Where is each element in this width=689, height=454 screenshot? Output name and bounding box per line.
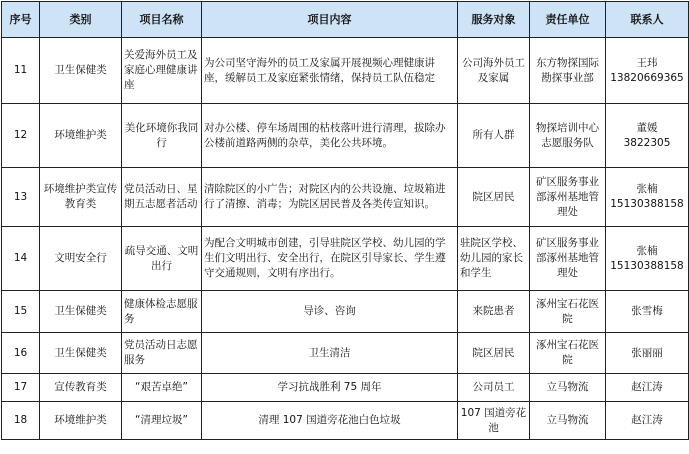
- header-service-target: 服务对象: [458, 2, 530, 38]
- row-category: 卫生保健类: [40, 38, 122, 104]
- contact-phone: 13820669365: [610, 71, 684, 84]
- row-service-target: 来院患者: [458, 291, 530, 333]
- row-responsible-unit: 涿州宝石花医院: [530, 291, 606, 333]
- row-responsible-unit: 立马物流: [530, 374, 606, 402]
- contact-name: 王玮: [636, 56, 658, 69]
- row-project-content: 清除院区的小广告；对院区内的公共设施、垃圾箱进行了清擦、消毒；为院区居民普及各类传宣知识。: [202, 168, 458, 227]
- row-no: 16: [2, 333, 40, 374]
- row-project-name: 关爱海外员工及家庭心理健康讲座: [122, 38, 202, 104]
- table-row: [2, 291, 689, 333]
- row-contact: [606, 38, 689, 104]
- row-project-content: 导诊、咨询: [202, 291, 458, 333]
- header-project-name: 项目名称: [122, 2, 202, 38]
- row-category: 卫生保健类: [40, 333, 122, 374]
- row-no: 18: [2, 402, 40, 440]
- row-category: 文明安全行: [40, 227, 122, 291]
- row-project-content: 为公司坚守海外的员工及家属开展视频心理健康讲座，缓解员工及家庭紧张情绪，保持员工队伍稳定: [202, 38, 458, 104]
- row-category: 卫生保健类: [40, 291, 122, 333]
- table-row: [2, 168, 689, 227]
- row-project-content: 对办公楼、停车场周围的枯枝落叶进行清理，拔除办公楼前道路两侧的杂草，美化公共环境。: [202, 104, 458, 168]
- row-contact: [606, 227, 689, 291]
- contact-phone: 3822305: [623, 136, 671, 149]
- table-row: [2, 402, 689, 440]
- row-project-name: 党员活动日志愿服务: [122, 333, 202, 374]
- row-project-content: 卫生清洁: [202, 333, 458, 374]
- row-project-content: 清理 107 国道旁花池白色垃圾: [202, 402, 458, 440]
- row-project-name: “清理垃圾”: [122, 402, 202, 440]
- table-header: [2, 2, 689, 38]
- row-project-name: “艰苦卓绝”: [122, 374, 202, 402]
- contact-name: 张楠: [636, 244, 658, 257]
- row-no: 15: [2, 291, 40, 333]
- contact-name: 张雪梅: [631, 305, 663, 317]
- row-category: 环境维护类: [40, 104, 122, 168]
- row-project-name: 美化环境你我同行: [122, 104, 202, 168]
- row-category: 环境维护类: [40, 402, 122, 440]
- header-no: 序号: [2, 2, 40, 38]
- row-project-content: 学习抗战胜利 75 周年: [202, 374, 458, 402]
- row-service-target: 驻院区学校、幼儿园的家长和学生: [458, 227, 530, 291]
- contact-name: 董媛: [636, 121, 658, 134]
- row-responsible-unit: 涿州宝石花医院: [530, 333, 606, 374]
- row-responsible-unit: 矿区服务事业部涿州基地管理处: [530, 168, 606, 227]
- row-project-content: 为配合文明城市创建，引导驻院区学校、幼儿园的学生们文明出行、安全出行，在院区引导家长、学生遵守交通规则，文明有序出行。: [202, 227, 458, 291]
- table-body: [2, 38, 689, 440]
- row-no: 13: [2, 168, 40, 227]
- row-contact: [606, 168, 689, 227]
- table-row: [2, 333, 689, 374]
- table-row: [2, 227, 689, 291]
- row-service-target: 院区居民: [458, 333, 530, 374]
- row-service-target: 所有人群: [458, 104, 530, 168]
- row-contact: [606, 333, 689, 374]
- header-responsible-unit: 责任单位: [530, 2, 606, 38]
- row-service-target: 107 国道旁花池: [458, 402, 530, 440]
- contact-phone: 15130388158: [610, 198, 684, 210]
- row-service-target: 公司海外员工及家属: [458, 38, 530, 104]
- row-no: 14: [2, 227, 40, 291]
- contact-name: 张楠: [636, 183, 658, 195]
- contact-name: 赵江涛: [631, 381, 663, 393]
- volunteer-project-sheet: [0, 1, 689, 454]
- row-category: 宣传教育类: [40, 374, 122, 402]
- volunteer-project-table: [1, 1, 689, 440]
- row-responsible-unit: 东方物探国际勘探事业部: [530, 38, 606, 104]
- header-category: 类别: [40, 2, 122, 38]
- row-category: 环境维护类宣传教育类: [40, 168, 122, 227]
- row-no: 11: [2, 38, 40, 104]
- row-responsible-unit: 立马物流: [530, 402, 606, 440]
- header-project-content: 项目内容: [202, 2, 458, 38]
- row-no: 12: [2, 104, 40, 168]
- row-service-target: 院区居民: [458, 168, 530, 227]
- contact-name: 赵江涛: [631, 414, 663, 426]
- row-project-name: 疏导交通、文明出行: [122, 227, 202, 291]
- row-contact: [606, 374, 689, 402]
- row-responsible-unit: 矿区服务事业部涿州基地管理处: [530, 227, 606, 291]
- row-contact: [606, 104, 689, 168]
- contact-phone: 15130388158: [610, 259, 684, 272]
- row-responsible-unit: 物探培训中心志愿服务队: [530, 104, 606, 168]
- row-project-name: 党员活动日、星期五志愿者活动: [122, 168, 202, 227]
- header-row: [2, 2, 689, 38]
- row-service-target: 公司员工: [458, 374, 530, 402]
- row-no: 17: [2, 374, 40, 402]
- table-row: [2, 38, 689, 104]
- row-project-name: 健康体检志愿服务: [122, 291, 202, 333]
- table-row: [2, 374, 689, 402]
- row-contact: [606, 291, 689, 333]
- header-contact: 联系人: [606, 2, 689, 38]
- table-row: [2, 104, 689, 168]
- row-contact: [606, 402, 689, 440]
- contact-name: 张丽丽: [631, 346, 663, 359]
